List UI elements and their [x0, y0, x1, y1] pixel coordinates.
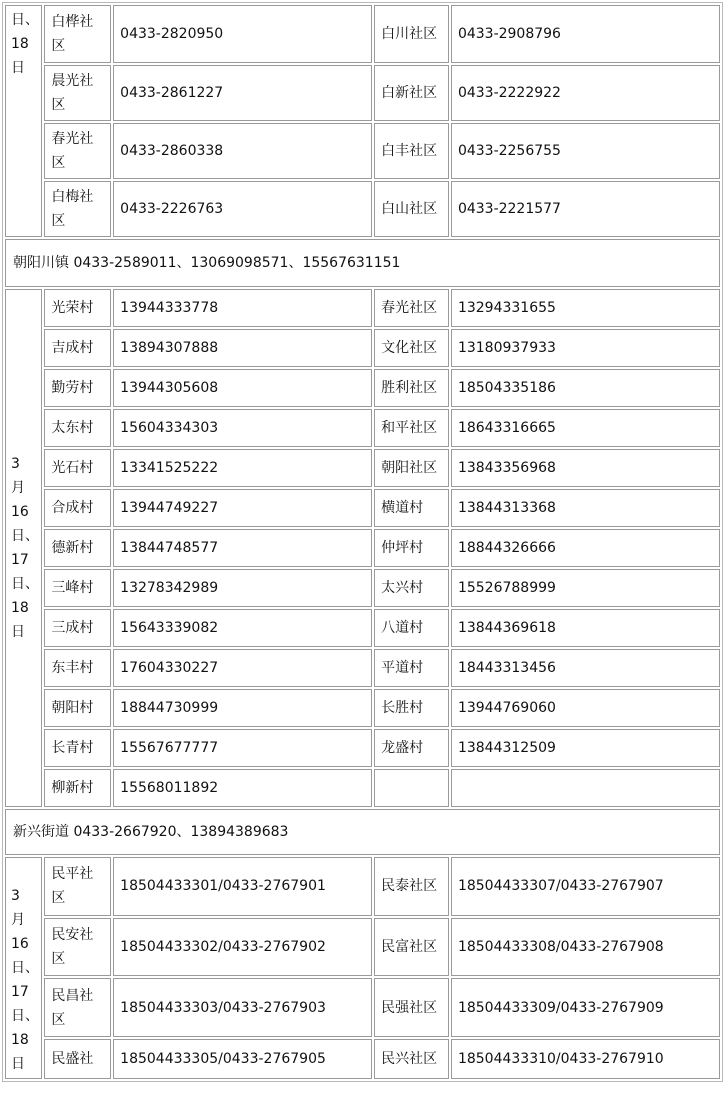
date-cell: 3月16日、17日、18日	[5, 857, 42, 1079]
phone-number: 17604330227	[113, 649, 372, 687]
section-header-xinxing: 新兴街道 0433-2667920、13894389683	[5, 809, 720, 855]
village-name: 太兴村	[374, 569, 449, 607]
phone-number: 0433-2861227	[113, 65, 372, 121]
village-name: 三峰村	[44, 569, 111, 607]
community-name: 春光社区	[44, 123, 111, 179]
village-name: 朝阳社区	[374, 449, 449, 487]
table-row	[5, 65, 720, 121]
phone-number: 13844312509	[451, 729, 720, 767]
table-row	[5, 689, 720, 727]
phone-number	[451, 769, 720, 807]
community-name: 民富社区	[374, 918, 449, 977]
village-name: 胜利社区	[374, 369, 449, 407]
table-row	[5, 409, 720, 447]
section-header-row	[5, 239, 720, 287]
phone-number: 18504433303/0433-2767903	[113, 978, 372, 1037]
table-row	[5, 918, 720, 977]
phone-number: 18844730999	[113, 689, 372, 727]
village-name: 三成村	[44, 609, 111, 647]
village-name: 平道村	[374, 649, 449, 687]
community-name: 民安社区	[44, 918, 111, 977]
village-name: 太东村	[44, 409, 111, 447]
table-row	[5, 489, 720, 527]
village-name: 东丰村	[44, 649, 111, 687]
village-name: 春光社区	[374, 289, 449, 327]
village-name: 龙盛村	[374, 729, 449, 767]
village-name: 长胜村	[374, 689, 449, 727]
phone-number: 15643339082	[113, 609, 372, 647]
village-name: 和平社区	[374, 409, 449, 447]
village-name: 德新村	[44, 529, 111, 567]
community-name: 白丰社区	[374, 123, 449, 179]
phone-number: 0433-2222922	[451, 65, 720, 121]
village-name: 长青村	[44, 729, 111, 767]
section-header-row	[5, 809, 720, 855]
table-row	[5, 569, 720, 607]
table-row	[5, 609, 720, 647]
phone-number: 13944749227	[113, 489, 372, 527]
date-cell: 日、18日	[5, 5, 42, 237]
phone-number: 0433-2256755	[451, 123, 720, 179]
village-name: 光荣村	[44, 289, 111, 327]
community-name: 民昌社区	[44, 978, 111, 1037]
table-row	[5, 978, 720, 1037]
phone-number: 18504433301/0433-2767901	[113, 857, 372, 916]
table-row	[5, 289, 720, 327]
community-name: 民平社区	[44, 857, 111, 916]
community-name: 白梅社区	[44, 181, 111, 237]
table-row	[5, 5, 720, 63]
phone-number: 0433-2221577	[451, 181, 720, 237]
community-name: 白川社区	[374, 5, 449, 63]
phone-number: 13278342989	[113, 569, 372, 607]
phone-number: 13894307888	[113, 329, 372, 367]
section-header-chaoyangchuan: 朝阳川镇 0433-2589011、13069098571、15567631151	[5, 239, 720, 287]
phone-number: 18443313456	[451, 649, 720, 687]
village-name: 合成村	[44, 489, 111, 527]
contact-table	[2, 2, 723, 1082]
table-row	[5, 529, 720, 567]
community-name: 白桦社区	[44, 5, 111, 63]
phone-number: 15604334303	[113, 409, 372, 447]
phone-number: 0433-2860338	[113, 123, 372, 179]
phone-number: 18504433308/0433-2767908	[451, 918, 720, 977]
village-name: 文化社区	[374, 329, 449, 367]
phone-number: 13843356968	[451, 449, 720, 487]
village-name: 柳新村	[44, 769, 111, 807]
table-row	[5, 449, 720, 487]
phone-number: 13844748577	[113, 529, 372, 567]
table-row	[5, 181, 720, 237]
phone-number: 13294331655	[451, 289, 720, 327]
phone-number: 13844369618	[451, 609, 720, 647]
village-name: 勤劳村	[44, 369, 111, 407]
phone-number: 13180937933	[451, 329, 720, 367]
community-name: 白山社区	[374, 181, 449, 237]
date-cell: 3月16日、17日、18日	[5, 289, 42, 807]
community-name: 民盛社	[44, 1039, 111, 1079]
phone-number: 13944305608	[113, 369, 372, 407]
table-row	[5, 649, 720, 687]
village-name: 仲坪村	[374, 529, 449, 567]
table-row	[5, 329, 720, 367]
community-name: 民泰社区	[374, 857, 449, 916]
phone-number: 18504335186	[451, 369, 720, 407]
phone-number: 18504433310/0433-2767910	[451, 1039, 720, 1079]
phone-number: 18504433307/0433-2767907	[451, 857, 720, 916]
village-name: 八道村	[374, 609, 449, 647]
community-name: 晨光社区	[44, 65, 111, 121]
phone-number: 0433-2226763	[113, 181, 372, 237]
community-name: 民兴社区	[374, 1039, 449, 1079]
phone-number: 18643316665	[451, 409, 720, 447]
community-name: 民强社区	[374, 978, 449, 1037]
phone-number: 0433-2820950	[113, 5, 372, 63]
phone-number: 0433-2908796	[451, 5, 720, 63]
table-row	[5, 729, 720, 767]
phone-number: 15526788999	[451, 569, 720, 607]
phone-number: 18844326666	[451, 529, 720, 567]
phone-number: 13341525222	[113, 449, 372, 487]
table-row	[5, 857, 720, 916]
phone-number: 18504433309/0433-2767909	[451, 978, 720, 1037]
community-name: 白新社区	[374, 65, 449, 121]
phone-number: 13944333778	[113, 289, 372, 327]
table-row	[5, 123, 720, 179]
village-name: 横道村	[374, 489, 449, 527]
phone-number: 18504433305/0433-2767905	[113, 1039, 372, 1079]
phone-number: 13944769060	[451, 689, 720, 727]
phone-number: 15568011892	[113, 769, 372, 807]
phone-number: 18504433302/0433-2767902	[113, 918, 372, 977]
table-row	[5, 369, 720, 407]
phone-number: 13844313368	[451, 489, 720, 527]
table-row	[5, 769, 720, 807]
village-name: 吉成村	[44, 329, 111, 367]
village-name: 光石村	[44, 449, 111, 487]
phone-number: 15567677777	[113, 729, 372, 767]
village-name: 朝阳村	[44, 689, 111, 727]
table-row	[5, 1039, 720, 1079]
village-name	[374, 769, 449, 807]
